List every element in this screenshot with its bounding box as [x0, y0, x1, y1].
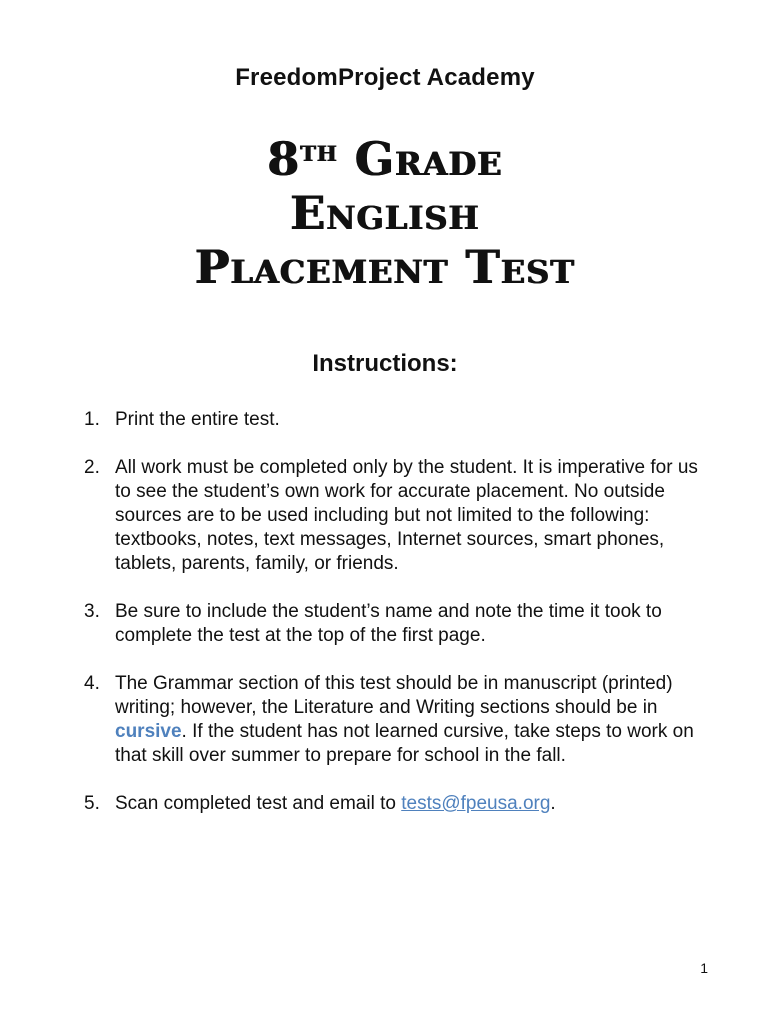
item-number: 5. — [84, 793, 100, 814]
item-number: 2. — [84, 457, 100, 478]
school-name: FreedomProject Academy — [235, 64, 535, 91]
item-number: 3. — [84, 601, 100, 622]
title-line-grade — [0, 132, 770, 186]
title-line-placement-test: Placement Test — [194, 240, 576, 294]
item-text-after: . — [550, 793, 556, 814]
list-item — [84, 456, 714, 576]
email-link[interactable]: tests@fpeusa.org — [401, 793, 551, 814]
list-item — [84, 672, 714, 768]
page-number: 1 — [700, 960, 708, 976]
item-text-after: . If the student has not learned cursive, take steps to work on that skill over summer to prepare for school in the fall. — [115, 721, 694, 766]
item-number: 4. — [84, 673, 100, 694]
item-text-before: Scan completed test and email to — [115, 793, 402, 814]
grade-suffix: th — [300, 134, 338, 169]
grade-word: Grade — [354, 132, 503, 186]
list-item — [84, 600, 714, 648]
item-number: 1. — [84, 409, 100, 430]
title-line-english: English — [290, 186, 480, 240]
grade-number: 8 — [267, 132, 301, 186]
item-text-before: The Grammar section of this test should be in manuscript (printed) writing; however, the Literature and Writing sections should be in — [115, 673, 673, 718]
item-text: Print the entire test. — [115, 409, 280, 430]
item-text: All work must be completed only by the student. It is imperative for us to see the student’s own work for accurate placement. No outside sources are to be used including but not limited to the following: textbooks, notes, text messages, Internet sources, smart phones, tablets, parents, family, or friends. — [115, 457, 698, 574]
item-text: Be sure to include the student’s name and note the time it took to complete the test at the top of the first page. — [115, 601, 662, 646]
list-item — [84, 792, 714, 816]
instructions-heading: Instructions: — [312, 350, 458, 377]
cursive-highlight: cursive — [115, 721, 182, 742]
instructions-list — [84, 408, 714, 840]
document-title — [0, 132, 770, 294]
list-item — [84, 408, 714, 432]
